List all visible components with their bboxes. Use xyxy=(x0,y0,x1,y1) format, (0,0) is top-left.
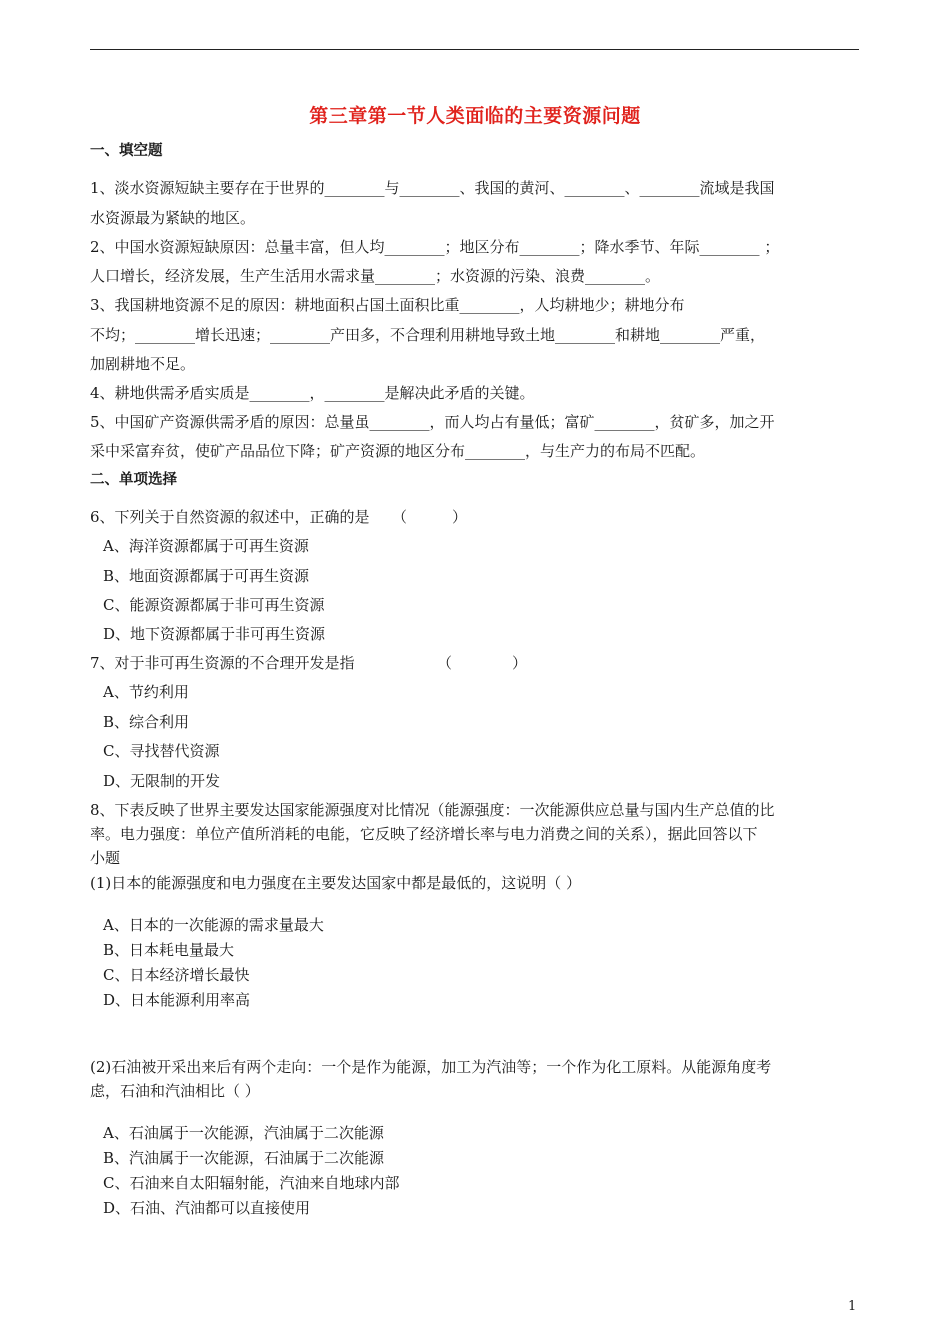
question-2-line-2: 人口增长，经济发展，生产生活用水需求量________；水资源的污染、浪费________。 xyxy=(90,267,661,285)
header-rule xyxy=(90,49,859,50)
question-8-2-option-a: A、石油属于一次能源，汽油属于二次能源 xyxy=(103,1124,384,1142)
question-7-option-d: D、无限制的开发 xyxy=(103,772,221,790)
question-8-1-option-c: C、日本经济增长最快 xyxy=(103,966,250,984)
section-heading-single-choice: 二、单项选择 xyxy=(90,472,177,488)
question-8-1-stem: (1)日本的能源强度和电力强度在主要发达国家中都是最低的，这说明（ ） xyxy=(90,874,582,892)
page-title: 第三章第一节人类面临的主要资源问题 xyxy=(309,105,641,127)
question-6-option-c: C、能源资源都属于非可再生资源 xyxy=(103,596,325,614)
question-8-2-option-d: D、石油、汽油都可以直接使用 xyxy=(103,1199,311,1217)
question-7-stem: 7、对于非可再生资源的不合理开发是指 （ ） xyxy=(90,654,528,672)
page-number: 1 xyxy=(848,1299,857,1314)
question-8-line-1: 8、下表反映了世界主要发达国家能源强度对比情况（能源强度：一次能源供应总量与国内生产总值的比 xyxy=(90,801,775,819)
question-8-line-2: 率。电力强度：单位产值所消耗的电能，它反映了经济增长率与电力消费之间的关系），据此回答以下 xyxy=(90,825,758,843)
question-8-line-3: 小题 xyxy=(90,849,121,867)
question-7-option-b: B、综合利用 xyxy=(103,713,190,731)
question-6-option-d: D、地下资源都属于非可再生资源 xyxy=(103,625,326,643)
question-2-line-1: 2、中国水资源短缺原因：总量丰富，但人均________；地区分布________；降水季节、年际________ ； xyxy=(90,238,780,256)
question-6-option-b: B、地面资源都属于可再生资源 xyxy=(103,567,310,585)
question-8-1-option-b: B、日本耗电量最大 xyxy=(103,941,235,959)
question-3-line-3: 加剧耕地不足。 xyxy=(90,355,196,373)
question-8-2-option-b: B、汽油属于一次能源，石油属于二次能源 xyxy=(103,1149,385,1167)
question-8-2-line-1: (2)石油被开采出来后有两个走向：一个是作为能源，加工为汽油等；一个作为化工原料。从能源角度考 xyxy=(90,1058,772,1076)
section-heading-fill-in: 一、填空题 xyxy=(90,143,163,159)
question-5-line-2: 采中采富弃贫，使矿产品品位下降；矿产资源的地区分布________，与生产力的布局不匹配。 xyxy=(90,442,706,460)
question-6-option-a: A、海洋资源都属于可再生资源 xyxy=(103,537,309,555)
question-8-2-line-2: 虑，石油和汽油相比（ ） xyxy=(90,1082,260,1100)
question-8-1-option-d: D、日本能源利用率高 xyxy=(103,991,251,1009)
question-3-line-2: 不均；________增长迅速；________产田多，不合理利用耕地导致土地________和耕地________严重， xyxy=(90,326,766,344)
question-8-2-option-c: C、石油来自太阳辐射能，汽油来自地球内部 xyxy=(103,1174,400,1192)
question-7-option-c: C、寻找替代资源 xyxy=(103,742,220,760)
question-1-line-2: 水资源最为紧缺的地区。 xyxy=(90,209,256,227)
question-4-line-1: 4、耕地供需矛盾实质是________，________是解决此矛盾的关键。 xyxy=(90,384,535,402)
question-7-option-a: A、节约利用 xyxy=(103,683,189,701)
question-5-line-1: 5、中国矿产资源供需矛盾的原因：总量虽________，而人均占有量低；富矿________，贫矿多，加之开 xyxy=(90,413,775,431)
question-8-1-option-a: A、日本的一次能源的需求量最大 xyxy=(103,916,324,934)
question-6-stem: 6、下列关于自然资源的叙述中，正确的是 （ ） xyxy=(90,508,468,526)
question-1-line-1: 1、淡水资源短缺主要存在于世界的________与________、我国的黄河、________、________流域是我国 xyxy=(90,179,775,197)
question-3-line-1: 3、我国耕地资源不足的原因：耕地面积占国土面积比重________，人均耕地少；耕地分布 xyxy=(90,296,685,314)
